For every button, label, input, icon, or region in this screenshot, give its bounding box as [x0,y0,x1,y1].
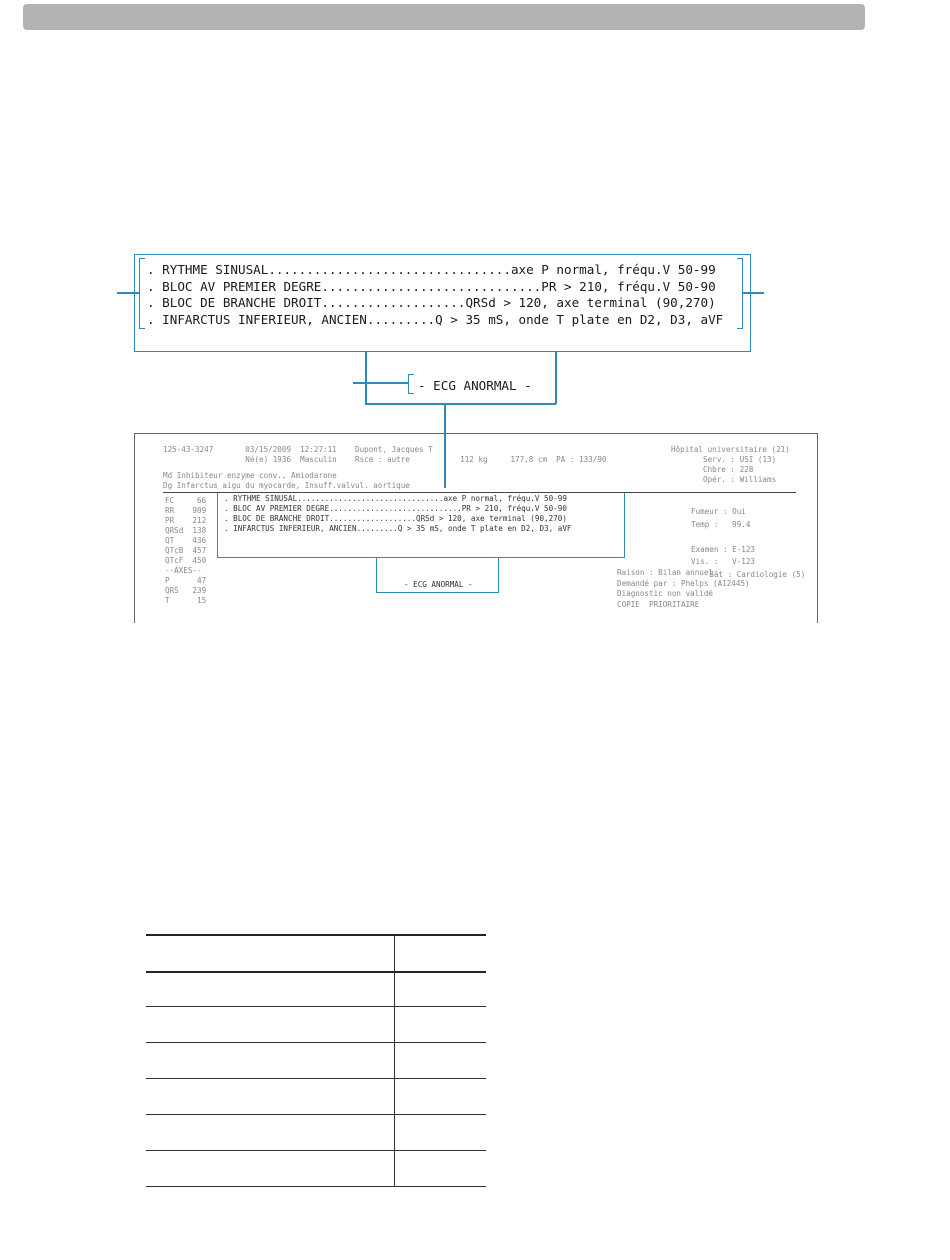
table-cell [146,1079,394,1114]
measurement: --AXES-- [165,566,202,575]
callout-connector-left [365,352,367,404]
measurement: FC 66 [165,496,207,505]
report-info-line: COPIE PRIORITAIRE [617,599,700,609]
report-info-line: Fumeur : Oui [691,507,746,516]
statements-callout-text [147,262,723,328]
measurement: QT 436 [165,536,207,545]
measurement: QTcB 457 [165,546,207,555]
table-row [146,1079,486,1115]
top-title-bar [23,4,865,30]
table-row [146,971,486,1007]
table-cell [146,1007,394,1042]
label-tick [353,382,408,384]
measurement: P 47 [165,576,207,585]
report-header-right [671,445,790,485]
callout-connector-right [555,352,557,404]
table-cell [394,1151,487,1186]
callout-statement: . BLOC DE BRANCHE DROIT...................QRSd > 120, axe terminal (90,270) [147,295,716,310]
report-info-line: Raison : Bilan annuel [617,568,714,577]
table-cell [394,1007,487,1042]
report-info-line: Diagnostic non validé [617,589,714,598]
report-statements [224,494,571,534]
report-medication: Md Inhibiteur enzyme conv., Amiodarone [163,471,337,480]
report-info-line: Demandé par : Phelps (A12445) [617,578,750,588]
report-header-right-line: Opér. : Williams [671,475,777,484]
table-row [146,1151,486,1187]
report-statement: . RYTHME SINUSAL................................axe P normal, fréqu.V 50-99 [224,494,567,503]
report-connector-left [376,558,377,592]
left-bracket [139,258,145,329]
report-info-line: Vis. : V-123 [691,557,756,566]
table-cell [394,1079,487,1114]
report-diagnosis: Dg Infarctus aigu du myocarde, Insuff.valvul. aortique [163,481,410,490]
table-cell [146,1151,394,1186]
table-cell [394,971,487,1006]
callout-statement: . INFARCTUS INFERIEUR, ANCIEN.........Q > 35 mS, onde T plate en D2, D3, aVF [147,311,724,327]
report-header-line: 125-43-3247 03/15/2009 12:27:11 Dupont, Jacques T [163,445,433,454]
report-header-left [163,445,606,465]
table-header-row [146,934,486,973]
table-cell [146,1115,394,1150]
callout-statement: . RYTHME SINUSAL................................axe P normal, fréqu.V 50-99 [147,262,716,277]
report-connector-bottom [376,592,499,593]
measurement: RR 909 [165,506,207,515]
table-row [146,1115,486,1151]
table-cell [394,1115,487,1150]
report-interpretation: - ECG ANORMAL - [404,580,473,589]
report-medication-diagnosis [163,471,410,491]
right-bracket [737,258,743,329]
label-bracket [408,374,414,394]
measurement: PR 212 [165,516,207,525]
table-cell [146,971,394,1006]
report-info-line: Bât : Cardiologie (5) [691,569,806,579]
report-info-line: Temp : 99.4 [691,519,751,529]
table-cell [146,1043,394,1078]
callout-connector-bottom [365,403,556,405]
table-row [146,1007,486,1043]
report-measurements [165,496,206,606]
right-bracket-tick [742,292,764,294]
report-connector-right [498,558,499,592]
measurement: T 15 [165,596,207,605]
table-cell [394,1043,487,1078]
measurement: QTcF 450 [165,556,207,565]
report-right-info-b [617,568,750,610]
report-header-right-line: Serv. : USI (13) [671,455,777,464]
report-header-right-line: Hôpital universitaire (21) [671,445,790,454]
report-statement: . BLOC AV PREMIER DEGRE.............................PR > 210, fréqu.V 50-90 [224,504,567,513]
callout-statement: . BLOC AV PREMIER DEGRE.............................PR > 210, fréqu.V 50-90 [147,278,716,294]
table-header-cell [146,936,394,971]
report-info-line: Examen : E-123 [691,544,756,554]
left-bracket-tick [117,292,139,294]
interpretation-callout: - ECG ANORMAL - [418,378,532,393]
measurement: QRSd 138 [165,526,207,535]
table-header-cell [394,936,487,971]
report-header-right-line: Chbre : 228 [671,465,754,474]
table-row [146,1043,486,1079]
measurement: QRS 239 [165,586,207,595]
report-statement: . INFARCTUS INFERIEUR, ANCIEN.........Q > 35 mS, onde T plate en D2, D3, aVF [224,524,572,533]
report-statement: . BLOC DE BRANCHE DROIT...................QRSd > 120, axe terminal (90,270) [224,514,567,523]
report-header-line: Né(e) 1936 Masculin Rsce : autre 112 kg 177,8 cm PA : 133/90 [163,455,607,464]
